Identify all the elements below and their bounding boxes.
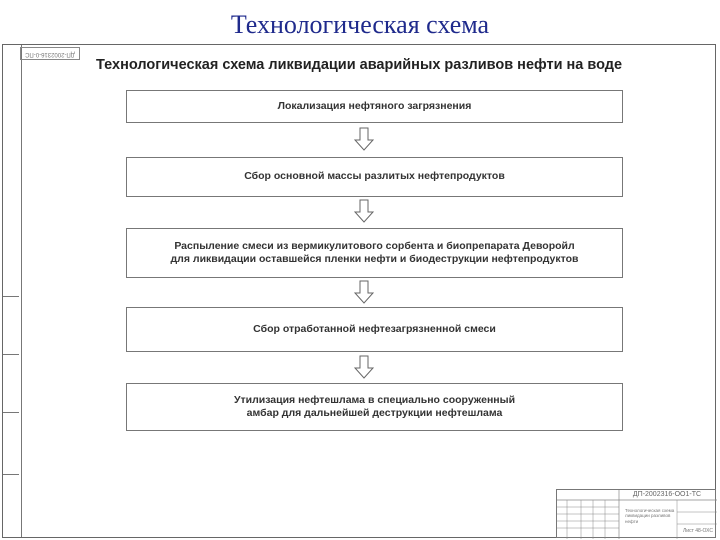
step-3-line-1: Распыление смеси из вермикулитового сорбента и биопрепарата Деворойл xyxy=(174,239,575,252)
arrow-down-icon xyxy=(354,199,374,223)
side-strip-cell xyxy=(3,354,19,412)
arrow-down-icon xyxy=(354,280,374,304)
step-1-line-1: Локализация нефтяного загрязнения xyxy=(277,99,472,112)
arrow-down-icon xyxy=(354,127,374,151)
step-utilization xyxy=(126,383,623,431)
arrow-down-icon xyxy=(354,355,374,379)
step-4-line-1: Сбор отработанной нефтезагрязненной смеси xyxy=(253,322,496,335)
title-block xyxy=(556,489,716,538)
side-strip-cell xyxy=(3,474,19,536)
side-strip-cell xyxy=(3,296,19,354)
side-strip-cell xyxy=(3,412,19,474)
step-5-line-1: Утилизация нефтешлама в специально сооруженный xyxy=(233,393,516,406)
title-block-name: Технологическая схема ликвидации разливов нефти xyxy=(625,508,675,524)
step-5-line-2: амбар для дальнейшей деструкции нефтешлама xyxy=(246,407,503,419)
slide-title: Технологическая схема xyxy=(230,10,490,39)
step-localization xyxy=(126,90,623,123)
title-block-code: ДП-2002316-ОО1-ТС xyxy=(632,491,702,498)
side-info-strip xyxy=(3,296,19,536)
step-spent-mixture xyxy=(126,307,623,352)
step-3-line-2: для ликвидации оставшейся пленки нефти и биодеструкции нефтепродуктов xyxy=(170,253,579,265)
scheme-title: Технологическая схема ликвидации аварийных разливов нефти на воде xyxy=(96,57,623,73)
step-spraying xyxy=(126,228,623,278)
step-collection xyxy=(126,157,623,197)
step-2-line-1: Сбор основной массы разлитых нефтепродуктов xyxy=(244,170,505,183)
title-block-sheet: Лист 48-ОХС xyxy=(683,528,713,534)
top-stamp: ДП-2002316-0-ПС xyxy=(20,47,80,60)
